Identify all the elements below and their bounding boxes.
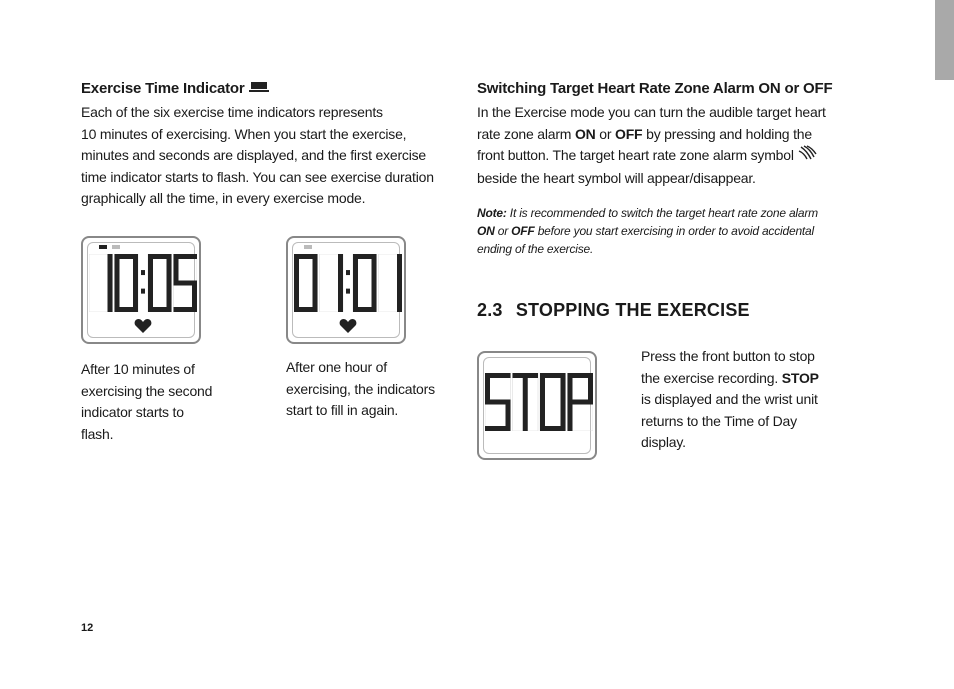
paragraph-line: front button. The target heart rate zone alarm symbol <box>477 145 877 168</box>
stop-paragraph <box>641 346 861 454</box>
digit-segment <box>568 400 594 405</box>
paragraph-line: Press the front button to stop <box>641 348 815 364</box>
digit-segment <box>485 373 490 402</box>
caption-line: flash. <box>81 425 114 442</box>
heart-icon <box>339 318 357 334</box>
digit-segment <box>294 283 299 312</box>
digit-segment <box>540 373 545 402</box>
note <box>477 204 877 258</box>
caption-1 <box>81 359 261 445</box>
digit-segment <box>372 254 377 283</box>
caption-line: indicator starts to <box>81 404 184 420</box>
digit-segment <box>568 402 573 431</box>
chapter-tab <box>935 0 954 80</box>
time-indicator-filled <box>99 245 107 249</box>
paragraph-line: In the Exercise mode you can turn the audible target heart <box>477 104 826 120</box>
digit-segment <box>294 254 299 283</box>
intro-line: Each of the six exercise time indicators represents <box>81 104 383 120</box>
section-number: 2.3 <box>477 300 503 320</box>
colon-dot <box>141 270 145 275</box>
digit-segment <box>108 283 113 312</box>
paragraph-line: beside the heart symbol will appear/disappear. <box>477 169 756 186</box>
watch-display-1 <box>81 236 201 344</box>
digit-segment <box>485 400 511 405</box>
intro-line: graphically all the time, in every exercise mode. <box>81 190 366 206</box>
digit-segment <box>397 283 402 312</box>
stop-digits <box>485 373 589 431</box>
note-line: Note: It is recommended to switch the target heart rate zone alarm <box>477 206 818 220</box>
section-heading <box>477 300 750 321</box>
digit-segment <box>167 254 172 283</box>
alarm-heading: Switching Target Heart Rate Zone Alarm ON or OFF <box>477 80 833 97</box>
caption-2 <box>286 357 476 422</box>
alarm-paragraph <box>477 102 877 189</box>
digit-segment <box>397 254 402 283</box>
colon-dot <box>346 289 350 294</box>
target-zone-alarm-icon <box>797 145 817 168</box>
digit-segment <box>148 254 153 283</box>
intro-line: 10 minutes of exercising. When you start the exercise, <box>81 125 407 142</box>
digit-segment <box>588 373 593 402</box>
note-line: ending of the exercise. <box>477 242 594 256</box>
heading-text: Exercise Time Indicator <box>81 80 245 97</box>
exercise-time-indicator-heading <box>81 80 271 98</box>
digit-segment <box>174 254 179 283</box>
digit-segment <box>540 402 545 431</box>
digit-segment <box>561 373 566 402</box>
exercise-time-intro <box>81 102 451 210</box>
digit-segment <box>523 373 528 431</box>
digit-segment <box>353 254 358 283</box>
colon-dot <box>346 270 350 275</box>
digit-segment <box>338 283 343 312</box>
time-indicator-flashing <box>304 245 312 249</box>
page-number: 12 <box>81 622 94 634</box>
intro-line: time indicator starts to flash. You can see exercise duration <box>81 168 434 185</box>
digit-segment <box>174 307 198 312</box>
caption-line: exercising, the indicators <box>286 380 435 397</box>
paragraph-line: display. <box>641 434 686 450</box>
intro-line: minutes and seconds are displayed, and the first exercise <box>81 147 427 163</box>
caption-line: After 10 minutes of <box>81 361 195 377</box>
caption-line: start to fill in again. <box>286 402 399 418</box>
display-2-digits <box>294 254 398 312</box>
paragraph-line: is displayed and the wrist unit <box>641 391 818 407</box>
note-line: ON or OFF before you start exercising in order to avoid accidental <box>477 224 814 238</box>
digit-segment <box>148 283 153 312</box>
section-title: STOPPING THE EXERCISE <box>515 300 750 320</box>
watch-display-stop <box>477 351 597 460</box>
digit-segment <box>133 254 138 283</box>
paragraph-line: returns to the Time of Day <box>641 412 797 429</box>
paragraph-line: rate zone alarm ON or OFF by pressing and holding the <box>477 125 812 142</box>
time-indicator-flashing <box>112 245 120 249</box>
watch-display-2 <box>286 236 406 344</box>
digit-segment <box>568 373 573 402</box>
display-1-digits <box>89 254 193 312</box>
digit-segment <box>108 254 113 283</box>
digit-segment <box>313 254 318 283</box>
digit-segment <box>485 426 511 431</box>
exercise-time-indicator-icon <box>249 80 271 98</box>
paragraph-line: the exercise recording. STOP <box>641 369 819 386</box>
digit-segment <box>115 283 120 312</box>
caption-line: After one hour of <box>286 359 387 375</box>
caption-line: exercising the second <box>81 382 213 399</box>
digit-segment <box>174 281 198 286</box>
digit-segment <box>115 254 120 283</box>
digit-segment <box>338 254 343 283</box>
heart-icon <box>134 318 152 334</box>
digit-segment <box>353 283 358 312</box>
colon-dot <box>141 289 145 294</box>
